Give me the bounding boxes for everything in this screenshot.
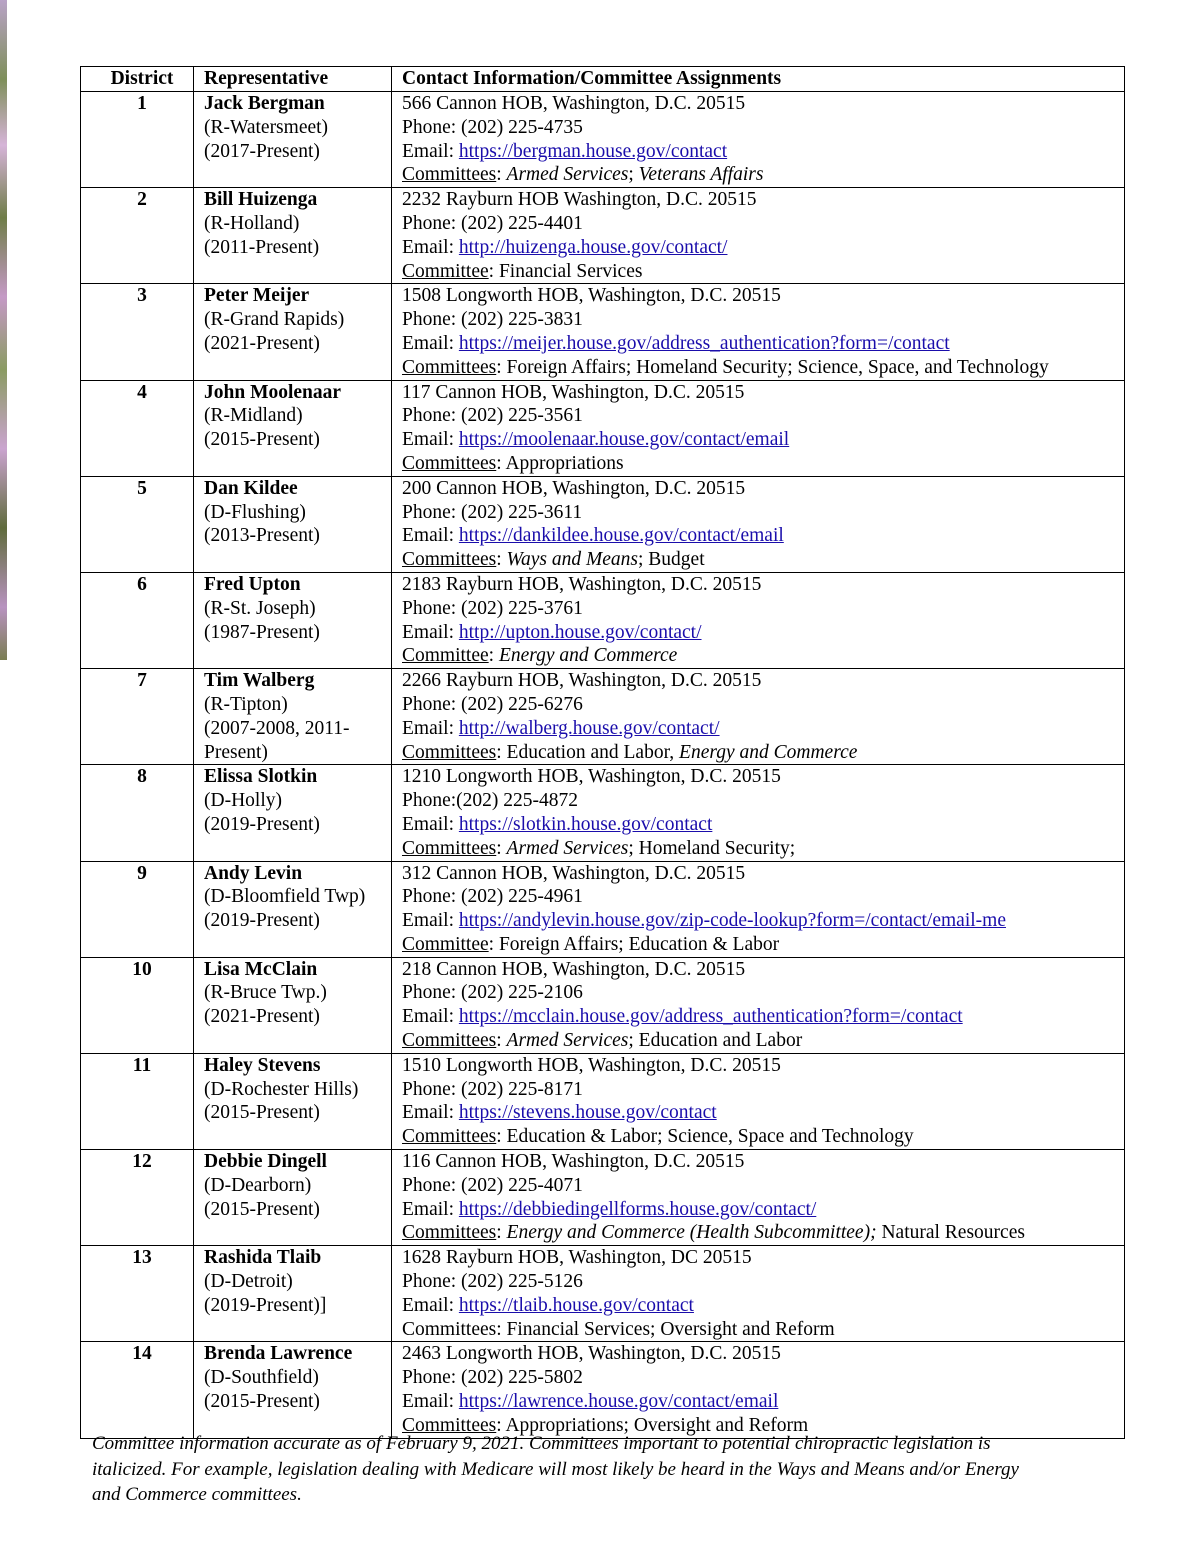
table-row [81,861,1125,957]
committees-line [402,933,1124,957]
edge-photo-strip [0,0,7,660]
email-label: Email: [402,525,459,547]
contact-link[interactable]: https://slotkin.house.gov/contact [458,813,713,835]
district-number: 6 [81,572,194,668]
email-label: Email: [402,1391,459,1413]
representative-detail: (2019-Present) [204,813,320,835]
representative-detail: (2011-Present) [204,236,320,258]
representative-name: Debbie Dingell [204,1151,327,1173]
representative-name: Fred Upton [204,573,301,595]
representative-detail: (R-Bruce Twp.) [204,982,327,1004]
representative-detail: (2015-Present) [204,1391,320,1413]
representative-cell [194,380,392,476]
committee-text: : Foreign Affairs; Homeland Security; Science, Space, and Technology [496,356,1049,378]
email-label: Email: [402,236,459,258]
committee-text: : Education & Labor; Science, Space and Technology [496,1126,914,1148]
committees-label: Committees [402,356,497,378]
office-address: 312 Cannon HOB, Washington, D.C. 20515 [402,862,746,884]
representative-detail: (R-Tipton) [204,693,288,715]
representative-cell [194,92,392,188]
representative-detail: (D-Flushing) [204,501,306,523]
committees-label: Committees [402,549,497,571]
district-number: 9 [81,861,194,957]
header-contact: Contact Information/Committee Assignments [392,67,1125,92]
committee-text: Energy and Commerce [498,645,678,667]
email-label: Email: [402,140,459,162]
contact-cell [392,380,1125,476]
district-number: 10 [81,957,194,1053]
contact-cell [392,957,1125,1053]
contact-cell [392,861,1125,957]
phone-number: Phone: (202) 225-2106 [402,982,583,1004]
contact-link[interactable]: http://upton.house.gov/contact/ [458,621,702,643]
phone-number: Phone:(202) 225-4872 [402,790,579,812]
table-row [81,572,1125,668]
representative-name: Rashida Tlaib [204,1247,322,1269]
table-row [81,957,1125,1053]
representative-cell [194,284,392,380]
representative-detail: (R-St. Joseph) [204,597,316,619]
table-row [81,1053,1125,1149]
representative-cell [194,765,392,861]
office-address: 2183 Rayburn HOB, Washington, D.C. 20515 [402,573,762,595]
committee-text: Armed Services [506,837,629,859]
email-line [402,524,1124,548]
representative-detail: (2021-Present) [204,1006,320,1028]
committee-text: : [496,164,507,186]
table-row [81,476,1125,572]
representative-detail: (2007-2008, 2011- [204,717,350,739]
committees-line [402,548,1124,572]
contact-cell [392,765,1125,861]
committee-text: : Foreign Affairs; Education & Labor [488,933,780,955]
committees-label: Committees [402,837,497,859]
representative-detail: (2013-Present) [204,525,320,547]
table-row [81,669,1125,765]
committees-label: Committees [402,1030,497,1052]
email-line [402,1198,1124,1222]
contact-link[interactable]: https://bergman.house.gov/contact [458,140,728,162]
table-row [81,188,1125,284]
committee-text: : [496,837,507,859]
contact-link[interactable]: https://mcclain.house.gov/address_authentication?form=/contact [458,1006,963,1028]
email-line [402,1101,1124,1125]
representative-name: Bill Huizenga [204,189,318,211]
email-label: Email: [402,332,459,354]
committees-line [402,1318,1124,1342]
representative-cell [194,476,392,572]
representative-name: Elissa Slotkin [204,766,318,788]
contact-link[interactable]: https://andylevin.house.gov/zip-code-lookup?form=/contact/email-me [458,910,1006,932]
office-address: 1210 Longworth HOB, Washington, D.C. 20515 [402,766,781,788]
email-line [402,621,1124,645]
committees-label: Committees [402,741,497,763]
district-number: 1 [81,92,194,188]
table-row [81,1342,1125,1438]
committee-text: Armed Services [506,164,629,186]
representative-cell [194,188,392,284]
email-label: Email: [402,813,459,835]
committee-text: : Education and Labor, [496,741,680,763]
email-line [402,1294,1124,1318]
committee-text: Energy and Commerce [679,741,858,763]
representative-name: Jack Bergman [204,93,325,114]
representative-cell [194,957,392,1053]
district-number: 12 [81,1150,194,1246]
representative-cell [194,861,392,957]
representative-detail: (1987-Present) [204,621,320,643]
contact-link[interactable]: https://debbiedingellforms.house.gov/contact/ [458,1198,817,1220]
committee-text: Ways and Means [506,549,638,571]
committee-text: Energy and Commerce (Health Subcommittee); [506,1222,877,1244]
contact-cell [392,669,1125,765]
contact-cell [392,572,1125,668]
committees-line [402,356,1124,380]
representative-detail: (R-Midland) [204,405,303,427]
representative-cell [194,669,392,765]
table-row [81,1150,1125,1246]
phone-number: Phone: (202) 225-4071 [402,1174,583,1196]
office-address: 1628 Rayburn HOB, Washington, DC 20515 [402,1247,752,1269]
contact-link[interactable]: https://moolenaar.house.gov/contact/email [458,429,790,451]
district-number: 11 [81,1053,194,1149]
phone-number: Phone: (202) 225-4735 [402,116,583,138]
office-address: 117 Cannon HOB, Washington, D.C. 20515 [402,381,745,403]
table-row [81,1246,1125,1342]
contact-cell [392,1342,1125,1438]
email-line [402,1390,1124,1414]
footnote: Committee information accurate as of February 9, 2021. Committees important to potential chiropractic legislation is italicized. For example, legislation dealing with Medicare will most likely be heard in the Ways and Means and/or Energy and Commerce committees. [92,1433,1019,1506]
committees-label: Committee [402,933,489,955]
email-label: Email: [402,429,459,451]
committee-text: : [488,645,499,667]
committees-label: Committees [402,1222,497,1244]
representative-detail: (D-Holly) [204,790,282,812]
representatives-table [80,66,1125,1439]
committee-text: : Appropriations; Oversight and Reform [496,1414,809,1436]
representative-detail: (R-Holland) [204,212,300,234]
phone-number: Phone: (202) 225-4401 [402,212,583,234]
phone-number: Phone: (202) 225-5802 [402,1367,583,1389]
committees-line [402,644,1124,668]
committee-text: ; Education and Labor [628,1030,803,1052]
representative-name: Tim Walberg [204,670,315,692]
representative-detail: (R-Grand Rapids) [204,309,345,331]
phone-number: Phone: (202) 225-3831 [402,309,583,331]
email-line [402,332,1124,356]
contact-link[interactable]: https://meijer.house.gov/address_authentication?form=/contact [458,332,950,354]
representative-cell [194,1053,392,1149]
committees-label: Committee [402,260,489,282]
committees-label: Committees [402,1414,497,1436]
email-label: Email: [402,910,459,932]
contact-link[interactable]: http://walberg.house.gov/contact/ [458,717,720,739]
committee-text: : Financial Services [488,260,643,282]
office-address: 200 Cannon HOB, Washington, D.C. 20515 [402,477,746,499]
representative-detail: (D-Detroit) [204,1271,293,1293]
representative-detail: (2019-Present) [204,910,320,932]
email-label: Email: [402,1006,459,1028]
email-line [402,909,1124,933]
district-number: 13 [81,1246,194,1342]
committees-line [402,260,1124,284]
district-number: 4 [81,380,194,476]
email-label: Email: [402,1294,459,1316]
header-representative: Representative [194,67,392,92]
contact-cell [392,1150,1125,1246]
committee-text: Veterans Affairs [638,164,764,186]
phone-number: Phone: (202) 225-6276 [402,693,583,715]
email-line [402,236,1124,260]
office-address: 2232 Rayburn HOB Washington, D.C. 20515 [402,189,757,211]
contact-link[interactable]: https://stevens.house.gov/contact [458,1102,717,1124]
contact-cell [392,476,1125,572]
office-address: 2266 Rayburn HOB, Washington, D.C. 20515 [402,670,762,692]
representative-name: Dan Kildee [204,477,298,499]
district-number: 2 [81,188,194,284]
representative-name: Lisa McClain [204,958,318,980]
district-number: 8 [81,765,194,861]
table-row [81,765,1125,861]
committee-text: : [496,1030,507,1052]
table-row [81,92,1125,188]
office-address: 2463 Longworth HOB, Washington, D.C. 20515 [402,1343,781,1365]
representative-name: Brenda Lawrence [204,1343,353,1365]
representative-detail: (D-Southfield) [204,1367,319,1389]
committees-label: Committees [402,452,497,474]
contact-link[interactable]: http://huizenga.house.gov/contact/ [458,236,728,258]
phone-number: Phone: (202) 225-3561 [402,405,583,427]
representative-cell [194,1150,392,1246]
office-address: 218 Cannon HOB, Washington, D.C. 20515 [402,958,746,980]
representative-cell [194,572,392,668]
contact-link[interactable]: https://tlaib.house.gov/contact [458,1294,694,1316]
contact-cell [392,1246,1125,1342]
representative-name: John Moolenaar [204,381,342,403]
email-line [402,140,1124,164]
contact-cell [392,1053,1125,1149]
contact-cell [392,284,1125,380]
representative-detail: (2015-Present) [204,429,320,451]
committee-text: ; Budget [637,549,705,571]
representative-name: Haley Stevens [204,1054,321,1076]
representative-name: Peter Meijer [204,285,310,307]
contact-cell [392,92,1125,188]
representative-cell [194,1342,392,1438]
representative-detail: (2021-Present) [204,332,320,354]
committees-label: Committees [402,1126,497,1148]
representative-detail: (2015-Present) [204,1198,320,1220]
committees-label: Committees: Financial Services; Oversight and Reform [402,1318,835,1340]
committees-line [402,452,1124,476]
email-line [402,717,1124,741]
email-line [402,1005,1124,1029]
email-label: Email: [402,621,459,643]
contact-link[interactable]: https://lawrence.house.gov/contact/email [458,1391,779,1413]
phone-number: Phone: (202) 225-3761 [402,597,583,619]
office-address: 566 Cannon HOB, Washington, D.C. 20515 [402,93,746,114]
district-number: 14 [81,1342,194,1438]
contact-link[interactable]: https://dankildee.house.gov/contact/email [458,525,784,547]
table-row [81,284,1125,380]
committees-line [402,163,1124,187]
committees-line [402,1125,1124,1149]
email-line [402,428,1124,452]
committees-line [402,1221,1124,1245]
district-number: 3 [81,284,194,380]
phone-number: Phone: (202) 225-3611 [402,501,583,523]
representative-detail: (D-Bloomfield Twp) [204,886,366,908]
committees-line [402,837,1124,861]
district-number: 7 [81,669,194,765]
representative-detail: (R-Watersmeet) [204,116,329,138]
phone-number: Phone: (202) 225-5126 [402,1271,583,1293]
committees-line [402,741,1124,765]
representative-detail: (D-Rochester Hills) [204,1078,359,1100]
committee-text: Armed Services [506,1030,629,1052]
representative-detail: (2015-Present) [204,1102,320,1124]
committees-label: Committees [402,164,497,186]
office-address: 116 Cannon HOB, Washington, D.C. 20515 [402,1151,745,1173]
committee-text: : [496,1222,507,1244]
committee-text: ; [628,164,639,186]
committees-label: Committee [402,645,489,667]
table-row [81,380,1125,476]
committee-text: Natural Resources [876,1222,1025,1244]
representative-name: Andy Levin [204,862,303,884]
email-label: Email: [402,1102,459,1124]
email-line [402,813,1124,837]
office-address: 1510 Longworth HOB, Washington, D.C. 20515 [402,1054,781,1076]
committees-line [402,1029,1124,1053]
representative-detail: (D-Dearborn) [204,1174,312,1196]
phone-number: Phone: (202) 225-8171 [402,1078,583,1100]
email-label: Email: [402,1198,459,1220]
phone-number: Phone: (202) 225-4961 [402,886,583,908]
committee-text: : [496,549,507,571]
district-number: 5 [81,476,194,572]
representative-detail: Present) [204,741,268,763]
representative-cell [194,1246,392,1342]
table-header-row [81,67,1125,92]
office-address: 1508 Longworth HOB, Washington, D.C. 20515 [402,285,781,307]
representative-detail: (2017-Present) [204,140,320,162]
committee-text: : Appropriations [496,452,624,474]
header-district: District [81,67,194,92]
representative-detail: (2019-Present)] [204,1294,327,1316]
committee-text: ; Homeland Security; [628,837,796,859]
email-label: Email: [402,717,459,739]
contact-cell [392,188,1125,284]
